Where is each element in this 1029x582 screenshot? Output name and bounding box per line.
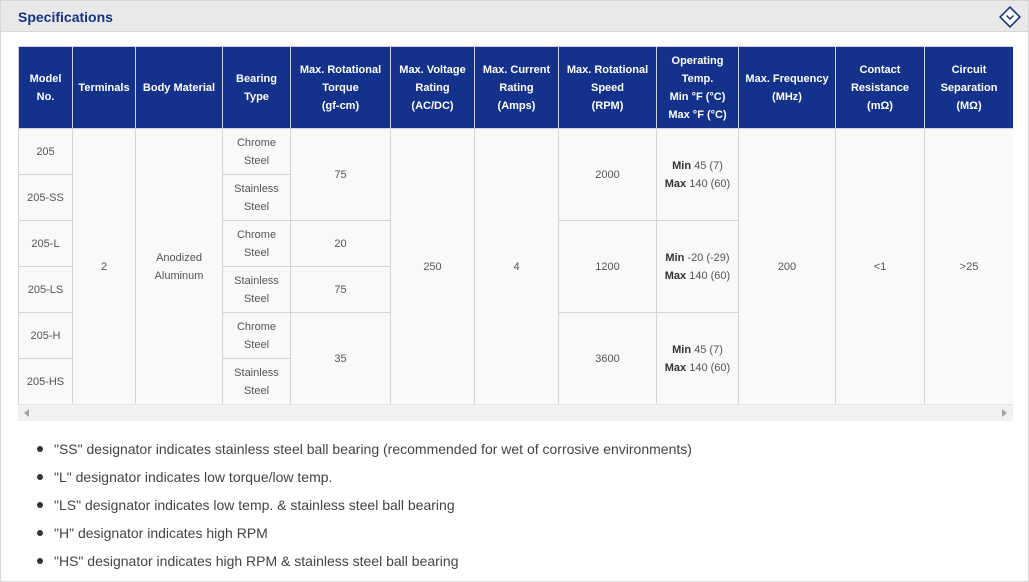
model-cell: 205-HS — [19, 359, 73, 405]
bullet-icon — [37, 558, 43, 564]
list-item: "HS" designator indicates high RPM & stainless steel ball bearing — [37, 547, 997, 575]
col-header-resistance: Contact Resistance (mΩ) — [836, 47, 925, 129]
list-item: "LS" designator indicates low temp. & stainless steel ball bearing — [37, 491, 997, 519]
col-header-temp: Operating Temp. Min °F (°C) Max °F (°C) — [657, 47, 739, 129]
temp-cell: Min 45 (7) Max 140 (60) — [657, 313, 739, 405]
bearing-cell: Chrome Steel — [223, 221, 291, 267]
torque-cell: 35 — [291, 313, 391, 405]
voltage-cell: 250 — [391, 129, 475, 405]
speed-cell: 2000 — [559, 129, 657, 221]
current-cell: 4 — [475, 129, 559, 405]
bullet-icon — [37, 446, 43, 452]
horizontal-scrollbar[interactable] — [18, 404, 1013, 421]
panel-title: Specifications — [18, 9, 113, 25]
model-cell: 205-L — [19, 221, 73, 267]
col-header-frequency: Max. Frequency (MHz) — [739, 47, 836, 129]
torque-cell: 75 — [291, 267, 391, 313]
specifications-table — [18, 46, 1013, 405]
scroll-left-arrow-icon[interactable] — [24, 409, 29, 417]
bullet-icon — [37, 530, 43, 536]
resistance-cell: <1 — [836, 129, 925, 405]
col-header-terminals: Terminals — [73, 47, 136, 129]
temp-cell: Min -20 (-29) Max 140 (60) — [657, 221, 739, 313]
col-header-current: Max. Current Rating (Amps) — [475, 47, 559, 129]
table-row — [19, 129, 1014, 175]
col-header-separation: Circuit Separation (MΩ) — [925, 47, 1014, 129]
temp-cell: Min 45 (7) Max 140 (60) — [657, 129, 739, 221]
scroll-right-arrow-icon[interactable] — [1002, 409, 1007, 417]
col-header-bearing-type: Bearing Type — [223, 47, 291, 129]
terminals-cell: 2 — [73, 129, 136, 405]
body-material-cell: Anodized Aluminum — [136, 129, 223, 405]
frequency-cell: 200 — [739, 129, 836, 405]
speed-cell: 1200 — [559, 221, 657, 313]
bullet-icon — [37, 474, 43, 480]
separation-cell: >25 — [925, 129, 1014, 405]
list-item: "SS" designator indicates stainless steel ball bearing (recommended for wet of corrosive environments) — [37, 435, 997, 463]
bearing-cell: Stainless Steel — [223, 359, 291, 405]
collapse-diamond-icon[interactable] — [999, 6, 1021, 28]
model-cell: 205 — [19, 129, 73, 175]
model-cell: 205-H — [19, 313, 73, 359]
col-header-voltage: Max. Voltage Rating (AC/DC) — [391, 47, 475, 129]
col-header-body-material: Body Material — [136, 47, 223, 129]
bullet-icon — [37, 502, 43, 508]
torque-cell: 20 — [291, 221, 391, 267]
model-cell: 205-SS — [19, 175, 73, 221]
bearing-cell: Chrome Steel — [223, 129, 291, 175]
col-header-model: Model No. — [19, 47, 73, 129]
col-header-torque: Max. Rotational Torque (gf-cm) — [291, 47, 391, 129]
panel-header[interactable] — [1, 1, 1028, 32]
list-item: "H" designator indicates high RPM — [37, 519, 997, 547]
spec-table-scroll-area[interactable] — [18, 46, 1013, 421]
torque-cell: 75 — [291, 129, 391, 221]
list-item: "L" designator indicates low torque/low temp. — [37, 463, 997, 491]
model-cell: 205-LS — [19, 267, 73, 313]
bearing-cell: Chrome Steel — [223, 313, 291, 359]
bearing-cell: Stainless Steel — [223, 175, 291, 221]
col-header-speed: Max. Rotational Speed (RPM) — [559, 47, 657, 129]
table-header-row — [19, 47, 1014, 129]
bearing-cell: Stainless Steel — [223, 267, 291, 313]
speed-cell: 3600 — [559, 313, 657, 405]
designator-notes-list — [37, 435, 997, 575]
